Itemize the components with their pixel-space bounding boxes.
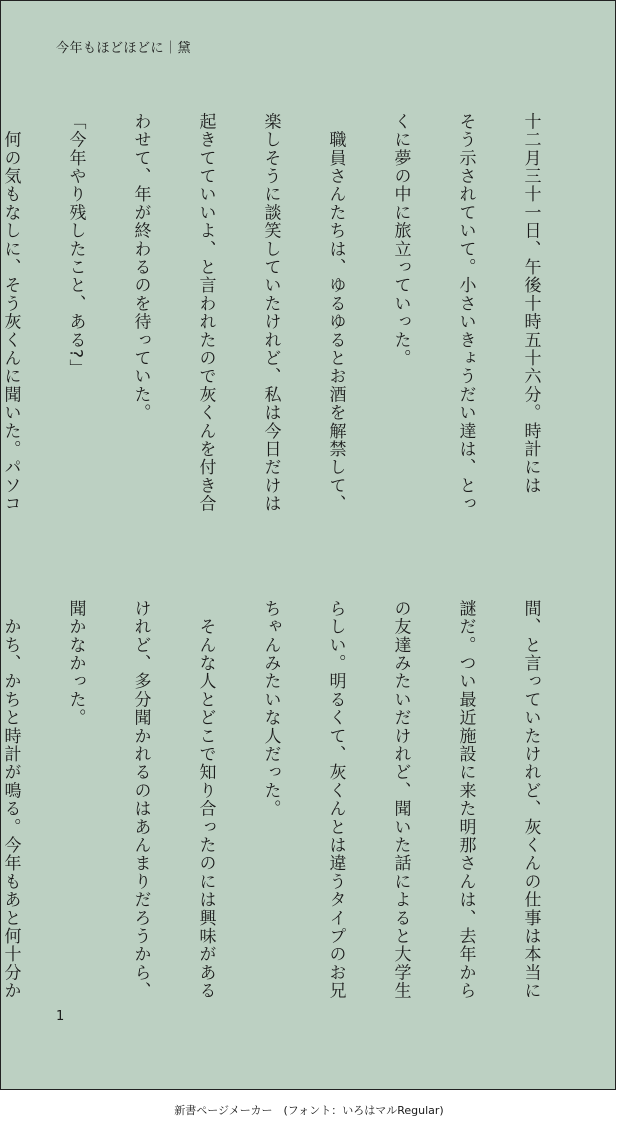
page-header-title: 今年もほどほどに｜黛 [56,41,192,56]
text-line: そう示されていて。小さいきょうだい達は、とっ [455,112,476,513]
text-line: けれど、多分聞かれるのはあんまりだろうから、 [130,599,151,1000]
text-line: 職員さんたちは、ゆるゆるとお酒を解禁して、 [325,112,346,513]
text-line: 十二月三十一日、午後十時五十六分。時計には [520,112,541,495]
lower-text-block [0,573,579,1003]
text-line: 起きてていいよ、と言われたので灰くんを付き合 [195,112,216,513]
text-line: 楽しそうに談笑していたけれど、私は今日だけは [260,112,281,513]
text-line: ちゃんみたいな人だった。 [260,599,281,818]
text-line: の友達みたいだけれど、聞いた話によると大学生 [390,599,411,1000]
text-line: かち、かちと時計が鳴る。今年もあと何十分か [0,599,21,1000]
text-line: わせて、年が終わるのを待っていた。 [130,112,151,422]
text-line: くに夢の中に旅立っていった。 [390,112,411,368]
text-line: 何の気もなしに、そう灰くんに聞いた。パソコ [0,112,21,513]
text-line: 聞かなかった。 [65,599,86,727]
upper-text-block [0,86,579,516]
text-line: 謎だ。つい最近施設に来た明那さんは、去年から [455,599,476,1000]
text-line: らしい。明るくて、灰くんとは違うタイプのお兄 [325,599,346,1000]
text-line: そんな人とどこで知り合ったのには興味がある [195,599,216,1000]
text-line: 間、と言っていたけれど、灰くんの仕事は本当に [520,599,541,1000]
page-number: 1 [56,1009,65,1024]
generator-credit: 新書ページメーカー (フォント：いろはマルRegular) [174,1104,444,1117]
text-line: 「今年やり残したこと、ある?」 [65,112,86,378]
